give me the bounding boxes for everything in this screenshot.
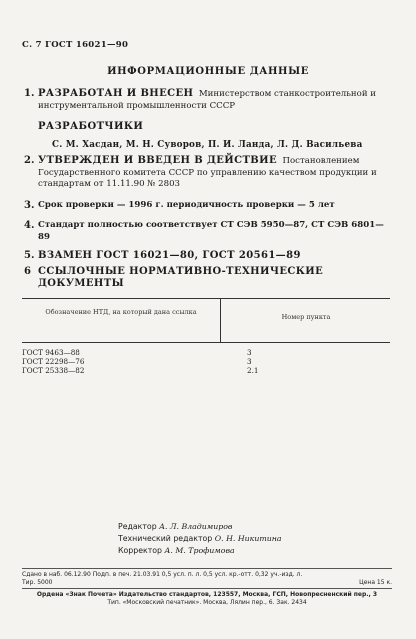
table-cell-code: ГОСТ 9463—88 [22, 348, 80, 357]
table-header-point: Номер пункта [281, 313, 331, 321]
table-cell-point: 3 [247, 357, 252, 366]
imprint-line: Сдано в наб. 06.12.90 Подп. в печ. 21.03.91 0,5 усл. п. л. 0,5 усл. кр.-отт. 0,32 уч.-изд. л. [22, 571, 303, 578]
table-row [22, 348, 390, 357]
imprint-line [22, 579, 392, 587]
imprint-price: Цена 15 к. [359, 578, 392, 586]
item-caps: РАЗРАБОТАН И ВНЕСЕН [38, 88, 194, 99]
editor-name: О. Н. Никитина [214, 534, 282, 543]
info-item-5 [24, 250, 392, 262]
table-rule-top [22, 298, 390, 299]
table-cell-code: ГОСТ 25338—82 [22, 366, 85, 375]
table-header-designation: Обозначение НТД, на который дана ссылка [45, 308, 197, 316]
imprint-line: Тип. «Московский печатник». Москва, Лялин пер., 6. Зак. 2434 [107, 598, 307, 606]
editor-role: Корректор [118, 546, 162, 555]
imprint-publisher [22, 591, 392, 606]
info-item-4 [24, 220, 392, 243]
table-column-divider [220, 298, 221, 342]
imprint-rule-top [22, 568, 392, 569]
editor-role: Технический редактор [118, 534, 213, 543]
item-number: 6 [24, 266, 31, 277]
editor-line [118, 521, 282, 533]
info-item-2 [24, 155, 392, 191]
item-number: 3. [24, 200, 35, 211]
imprint-line: Ордена «Знак Почета» Издательство стандартов, 123557, Москва, ГСП, Новопресненский пер., 3 [36, 591, 378, 598]
item-caps: УТВЕРЖДЕН И ВВЕДЕН В ДЕЙСТВИЕ [38, 155, 278, 166]
table-rule-header [22, 342, 390, 343]
editor-line [118, 533, 282, 545]
editor-role: Редактор [118, 522, 157, 531]
table-cell-point: 3 [247, 348, 252, 357]
info-item-3 [24, 200, 392, 212]
table-cell-code: ГОСТ 22298—76 [22, 357, 85, 366]
table-cell-point: 2.1 [247, 366, 259, 375]
page-title: ИНФОРМАЦИОННЫЕ ДАННЫЕ [107, 66, 309, 77]
editors-block [118, 521, 282, 557]
table-row [22, 357, 390, 366]
item-text: Постановлением Государственного комитета СССР по управлению качеством продукции и стандартам от 11.11.90 № 2803 [38, 156, 377, 189]
item-text: Стандарт полностью соответствует СТ СЭВ 5950—87, СТ СЭВ 6801—89 [38, 220, 384, 242]
imprint-circulation: Тир. 5000 [22, 578, 53, 586]
item-number: 2. [24, 155, 35, 166]
imprint-print-data [22, 571, 392, 586]
item-caps: ВЗАМЕН ГОСТ 16021—80, ГОСТ 20561—89 [38, 250, 301, 261]
editor-name: А. Л. Владимиров [159, 522, 233, 531]
info-item-1 [24, 88, 392, 112]
item-number: 5. [24, 250, 35, 261]
item-caps: ССЫЛОЧНЫЕ НОРМАТИВНО-ТЕХНИЧЕСКИЕ ДОКУМЕНТЫ [38, 266, 324, 289]
item-text: Министерством станкостроительной и инструментальной промышленности СССР [38, 89, 377, 111]
item-number: 4. [24, 220, 35, 231]
developers-list: С. М. Хасдан, М. Н. Суворов, П. И. Ланда, Л. Д. Васильева [52, 140, 363, 150]
editor-line [118, 545, 282, 557]
page-header: С. 7 ГОСТ 16021—90 [22, 40, 129, 50]
developers-heading: РАЗРАБОТЧИКИ [38, 121, 144, 132]
editor-name: А. М. Трофимова [164, 546, 235, 555]
info-item-6 [24, 266, 392, 289]
item-number: 1. [24, 88, 35, 99]
item-text: Срок проверки — 1996 г. периодичность проверки — 5 лет [38, 200, 335, 210]
table-row [22, 366, 390, 375]
imprint-rule-bottom [22, 588, 392, 589]
